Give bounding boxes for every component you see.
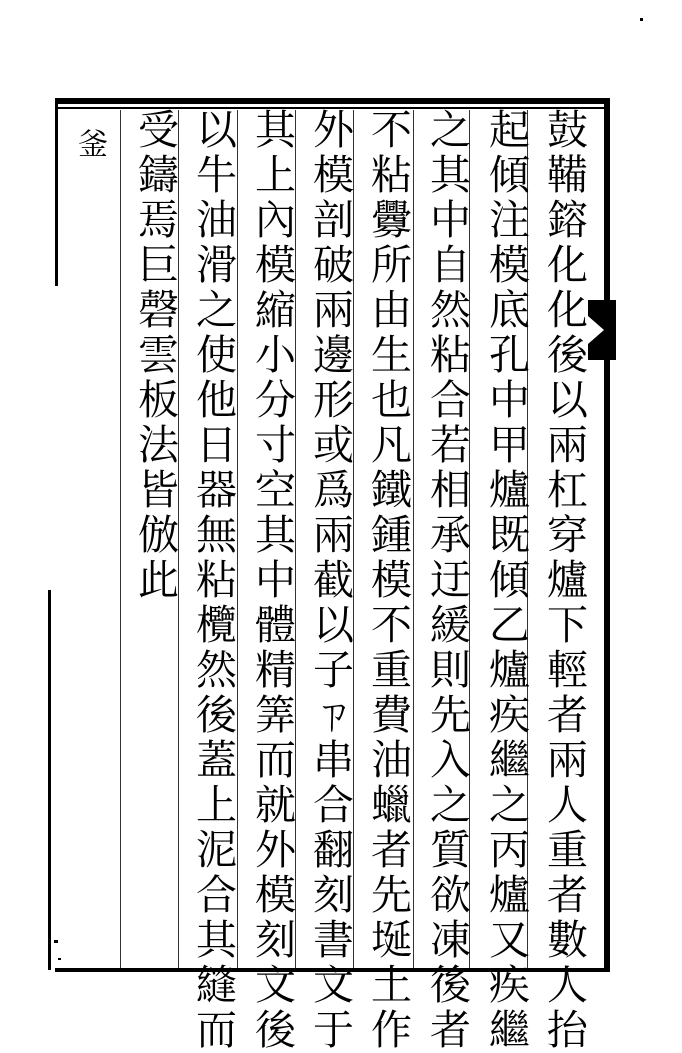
text-column-8: 受鑄焉巨磬雲板法皆倣此 xyxy=(131,108,179,603)
column-divider xyxy=(120,110,121,968)
text-column-5: 外模剖破兩邊形或爲兩截以子ㄗ串合翻刻書文于 xyxy=(306,108,354,1053)
column-divider xyxy=(413,110,414,968)
text-column-3: 之其中自然粘合若相承迂緩則先入之質欲凍後者 xyxy=(423,108,471,1053)
scan-speck xyxy=(54,940,58,943)
text-column-1: 鼓鞴鎔化化後以兩杠穿爐下輕者兩人重者數人抬 xyxy=(540,108,588,1053)
marginal-title: 釜 xyxy=(72,128,107,158)
scan-speck xyxy=(58,958,61,960)
text-column-4: 不粘釁所由生也凡鐵鍾模不重費油蠟者先埏土作 xyxy=(364,108,412,1053)
column-divider xyxy=(237,110,238,968)
scan-speck xyxy=(640,18,643,21)
text-column-6: 其上內模縮小分寸空其中體精筭而就外模刻文後 xyxy=(248,108,296,1053)
left-border-rule xyxy=(55,98,58,286)
text-column-2: 起傾注模底孔中甲爐既傾乙爐疾繼之丙爐又疾繼 xyxy=(482,108,530,1053)
right-border-rule xyxy=(604,98,610,972)
top-border-rule xyxy=(55,98,609,104)
left-lower-border-rule xyxy=(48,590,51,970)
text-column-7: 以牛油滑之使他日器無粘欖然後蓋上泥合其縫而 xyxy=(189,108,237,1053)
fishtail-mark-icon xyxy=(588,300,616,360)
